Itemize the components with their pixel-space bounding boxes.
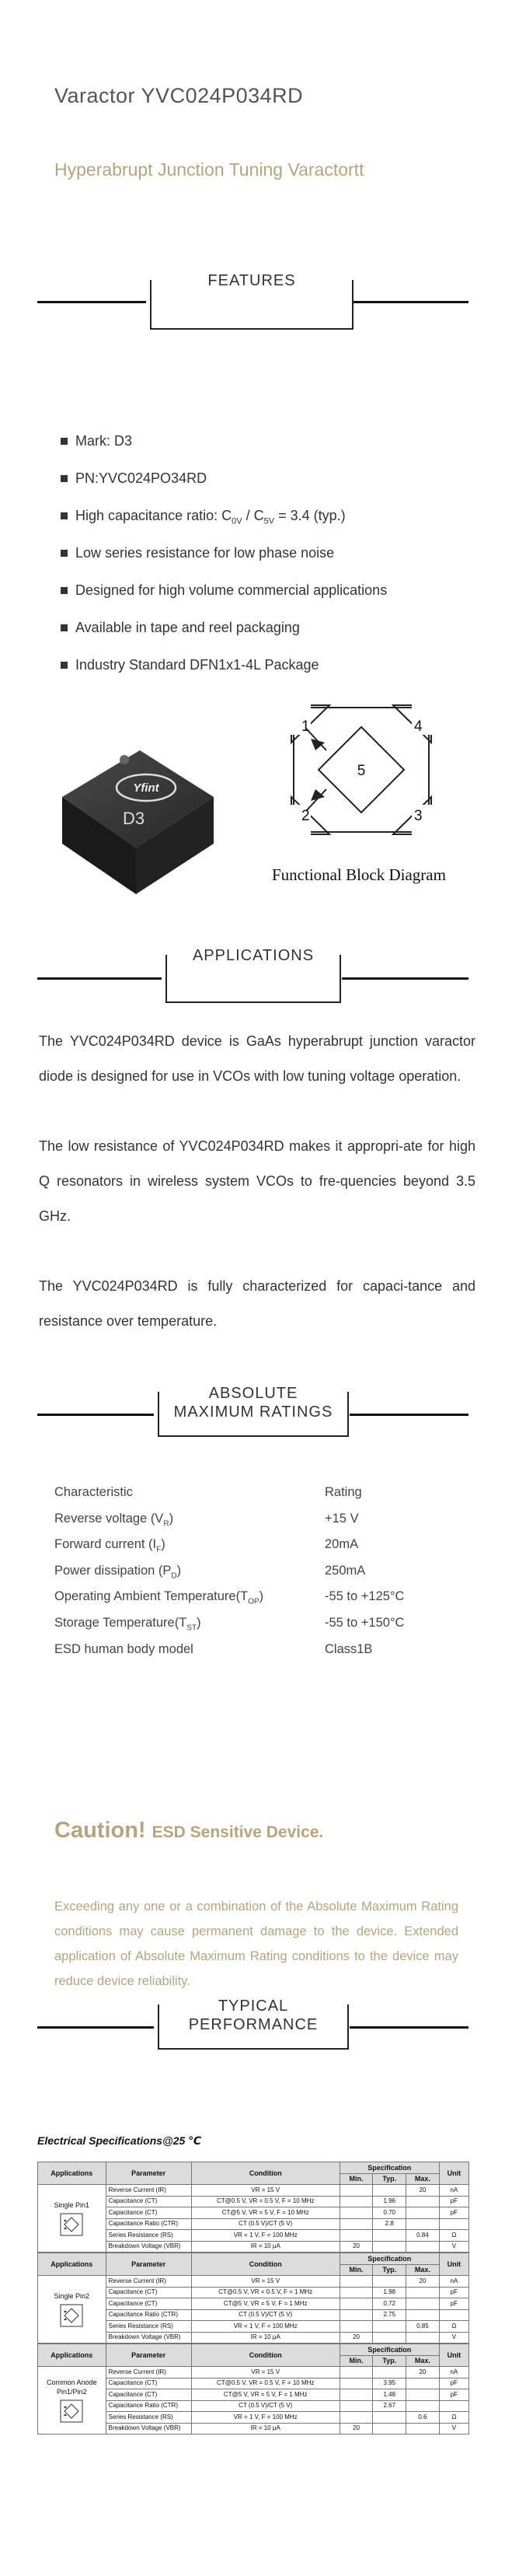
table-cell [373,2321,406,2333]
divider [37,2026,154,2029]
table-cell [406,2218,440,2230]
column-header: Specification [340,2253,439,2265]
table-cell: 2.67 [373,2400,406,2412]
section-heading: MAXIMUM RATINGS [173,1403,333,1421]
table-cell [406,2332,440,2344]
table-cell: 0.70 [373,2207,406,2219]
table-cell [406,2389,440,2401]
table-cell [340,2412,373,2424]
table-cell: pF [439,2207,468,2219]
list-item: PN:YVC024PO34RD [61,469,387,506]
table-cell [439,2218,468,2230]
table-cell [373,2185,406,2197]
table-cell [406,2196,440,2207]
table-cell [340,2400,373,2412]
column-header: Specification [340,2162,439,2174]
table-cell: 1.96 [373,2196,406,2207]
application-cell: Single Pin1 [38,2185,106,2253]
table-cell: CT@0.5 V, VR = 0.5 V, F = 10 MHz [191,2196,340,2207]
section-heading: TYPICAL [218,1998,289,2015]
chip-logo: Yfint [133,781,159,795]
table-cell [340,2378,373,2389]
table-cell: VR = 1 V, F = 100 MHz [191,2230,340,2242]
column-header: Applications [38,2344,106,2367]
table-row [38,2276,469,2288]
table-row: Forward current $(I_F)$ 20mA [54,1537,359,1554]
table-row: Storage $Temperature(T_{ST})$ -55 to +150°C [54,1615,405,1633]
list-item: Mark: D3 [61,432,387,469]
spec-table [37,2344,469,2434]
table-cell [340,2287,373,2298]
table-cell [340,2196,373,2207]
column-header: Min. [340,2355,373,2367]
block-diagram-caption: Functional Block Diagram [272,865,446,884]
column-header: Parameter [106,2344,191,2367]
pin-4-label: 4 [414,718,423,735]
table-cell: 3.95 [373,2378,406,2389]
bullet-icon [61,475,68,482]
table-cell: 0.6 [406,2412,440,2424]
table-cell [406,2309,440,2321]
table-header-row [38,2344,469,2356]
table-cell: Capacitance Ratio (CTR) [106,2400,191,2412]
table-cell: VR = 15 V [191,2367,340,2379]
pin1-dot [120,755,129,764]
table-cell [406,2298,440,2310]
column-header: Unit [439,2253,468,2276]
table-cell: Capacitance (CT) [106,2378,191,2389]
table-cell: CT@0.5 V, VR = 0.5 V, F = 10 MHz [191,2378,340,2389]
table-cell: V [439,2423,468,2434]
section-heading: FEATURES [207,272,296,289]
section-heading: ABSOLUTE [208,1385,298,1402]
table-cell [340,2309,373,2321]
table-cell: 1.98 [373,2287,406,2298]
column-header: Unit [439,2344,468,2367]
column-header: Min. [340,2173,373,2185]
column-header: Condition [191,2253,340,2276]
table-cell [340,2276,373,2288]
section-box [158,1998,349,2050]
column-header: Condition [191,2162,340,2185]
page-subtitle: Hyperabrupt Junction Tuning Varactortt [54,159,364,180]
section-heading: PERFORMANCE [188,2016,319,2033]
list-item: Industry Standard DFN1x1-4L Package [61,655,387,693]
column-header: Max. [406,2173,440,2185]
table-cell: Capacitance (CT) [106,2196,191,2207]
table-cell [373,2241,406,2253]
table-cell: Capacitance (CT) [106,2389,191,2401]
table-cell: 1.48 [373,2389,406,2401]
list-item: Low series resistance for low phase noise [61,544,387,581]
table-cell [373,2367,406,2379]
list-item: High capacitance ratio: $C_{0V} / C_{5V} = 3.4$ (typ.) [61,506,387,544]
table-cell [406,2287,440,2298]
table-cell [406,2423,440,2434]
pin-1-label: 1 [301,718,310,735]
table-cell [340,2367,373,2379]
table-cell [340,2185,373,2197]
table-cell [373,2412,406,2424]
table-cell [340,2389,373,2401]
pin-diagram-icon [60,2399,83,2423]
table-cell: 20 [340,2241,373,2253]
chip-package-image [47,743,225,906]
column-header: Parameter [106,2162,191,2185]
table-cell: 2.75 [373,2309,406,2321]
section-box [150,272,354,330]
section-box [165,947,341,1003]
caution-subtitle: ESD Sensitive Device. [152,1823,324,1841]
table-cell: VR = 15 V [191,2276,340,2288]
column-header: Condition [191,2344,340,2367]
table-cell: 2.8 [373,2218,406,2230]
table-cell: pF [439,2196,468,2207]
divider [350,1414,468,1416]
table-cell [373,2276,406,2288]
section-heading: APPLICATIONS [192,947,315,964]
table-cell: Ω [439,2412,468,2424]
ratings-rows [54,1512,458,1669]
table-cell: IR = 10 μA [191,2423,340,2434]
table-header-row: Characteristic Rating [54,1485,362,1499]
pin-2-label: 2 [301,808,310,824]
table-cell: pF [439,2287,468,2298]
table-cell: pF [439,2389,468,2401]
application-cell: Single Pin2 [38,2276,106,2344]
divider [350,2026,468,2029]
features-list [61,432,387,693]
table-cell: CT@5 V, VR = 5 V, F = 1 MHz [191,2298,340,2310]
table-cell [340,2230,373,2242]
bullet-icon [61,512,68,519]
table-row: Reverse voltage $(V_R)$ +15 V [54,1511,359,1528]
table-cell [340,2298,373,2310]
table-cell: Reverse Current (IR) [106,2185,191,2197]
caution-text: Exceeding any one or a combination of the Absolute Maximum Rating conditions may cause permanent damage to the device. Extended application of Absolute Maximum Rating conditions to the device may reduce device reliability. [54,1900,458,1988]
table-cell [340,2321,373,2333]
table-row: ESD human body model Class1B [54,1641,373,1656]
bullet-icon [61,624,68,631]
table-cell: pF [439,2378,468,2389]
table-cell [373,2332,406,2344]
table-cell: CT (0.5 V)/CT (5 V) [191,2309,340,2321]
table-cell: Ω [439,2230,468,2242]
spec-table [37,2253,469,2344]
table-cell: 20 [406,2185,440,2197]
pin-diagram-icon [60,2213,83,2236]
table-cell: 20 [406,2276,440,2288]
table-cell: CT (0.5 V)/CT (5 V) [191,2218,340,2230]
table-cell: Breakdown Voltage (VBR) [106,2332,191,2344]
table-cell [439,2309,468,2321]
divider [37,977,162,980]
table-cell [406,2207,440,2219]
bullet-icon [61,438,68,445]
column-header: Typ. [373,2264,406,2276]
column-header: Typ. [373,2173,406,2185]
divider [37,1414,154,1416]
table-row: Power dissipation $(P_D)$ 250mA [54,1563,366,1581]
table-cell [340,2207,373,2219]
table-cell: Breakdown Voltage (VBR) [106,2241,191,2253]
table-cell [439,2400,468,2412]
table-row [38,2367,469,2379]
table-header-row [38,2253,469,2265]
table-row [38,2185,469,2197]
table-cell: V [439,2332,468,2344]
table-cell: 20 [406,2367,440,2379]
spec-table [37,2162,469,2253]
table-cell: IR = 10 μA [191,2332,340,2344]
applications-paragraph: The YVC024P034RD device is GaAs hyperabrupt junction varactor diode is designed for use in VCOs with low tuning voltage operation. [39,1033,475,1084]
column-header: Min. [340,2264,373,2276]
table-cell: Reverse Current (IR) [106,2276,191,2288]
bullet-icon [61,587,68,594]
applications-paragraph: The YVC024P034RD is fully characterized for capaci-tance and resistance over temperature. [39,1278,475,1329]
table-cell: Series Resistance (RS) [106,2230,191,2242]
table-cell: CT (0.5 V)/CT (5 V) [191,2400,340,2412]
page-title: Varactor YVC024P034RD [54,84,304,107]
table-cell: Capacitance (CT) [106,2207,191,2219]
applications-paragraph: The low resistance of YVC024P034RD makes it appropri-ate for high Q resonators in wireless system VCOs to fre-quencies beyond 3.5 GHz. [39,1138,475,1224]
list-item: Available in tape and reel packaging [61,618,387,655]
column-header: Unit [439,2162,468,2185]
table-cell: VR = 1 V, F = 100 MHz [191,2412,340,2424]
table-cell: Capacitance (CT) [106,2298,191,2310]
table-cell: VR = 1 V, F = 100 MHz [191,2321,340,2333]
list-item: Designed for high volume commercial applications [61,581,387,618]
table-cell: Capacitance Ratio (CTR) [106,2218,191,2230]
table-header-row [38,2162,469,2174]
application-cell: Common Anode Pin1/Pin2 [38,2367,106,2434]
column-header: Parameter [106,2253,191,2276]
table-cell: Ω [439,2321,468,2333]
section-box [158,1385,349,1437]
table-cell: Breakdown Voltage (VBR) [106,2423,191,2434]
divider [342,977,468,980]
table-cell: nA [439,2185,468,2197]
column-header: Applications [38,2253,106,2276]
table-cell: V [439,2241,468,2253]
column-header: Typ. [373,2355,406,2367]
table-cell: nA [439,2276,468,2288]
table-cell: Capacitance (CT) [106,2287,191,2298]
bullet-icon [61,662,68,669]
table-cell: CT@5 V, VR = 5 V, F = 10 MHz [191,2207,340,2219]
table-cell: 0.85 [406,2321,440,2333]
divider [354,301,468,303]
table-cell [406,2400,440,2412]
chip-mark: D3 [122,809,145,828]
table-cell: nA [439,2367,468,2379]
table-cell [340,2218,373,2230]
divider [37,301,146,303]
spec-tables [37,2134,469,2434]
table-cell [406,2241,440,2253]
bullet-icon [61,550,68,557]
table-cell: VR = 15 V [191,2185,340,2197]
table-cell [373,2230,406,2242]
table-cell [406,2378,440,2389]
table-cell: 20 [340,2332,373,2344]
spec-title: Electrical Specifications@25 ℃ [37,2134,202,2147]
table-cell: Capacitance Ratio (CTR) [106,2309,191,2321]
column-header: Specification [340,2344,439,2356]
pin-diagram-icon [60,2304,83,2327]
functional-block-diagram [287,704,435,836]
table-cell: pF [439,2298,468,2310]
table-cell: CT@0.5 V, VR = 0.5 V, F = 1 MHz [191,2287,340,2298]
column-header: Applications [38,2162,106,2185]
pin-5-label: 5 [357,763,366,779]
table-cell: 0.84 [406,2230,440,2242]
pin-3-label: 3 [414,808,423,824]
table-cell: 20 [340,2423,373,2434]
table-cell: CT@5 V, VR = 5 V, F = 1 MHz [191,2389,340,2401]
table-cell: IR = 10 μA [191,2241,340,2253]
table-cell [373,2423,406,2434]
table-cell: Reverse Current (IR) [106,2367,191,2379]
table-cell: Series Resistance (RS) [106,2412,191,2424]
table-cell: Series Resistance (RS) [106,2321,191,2333]
column-header: Max. [406,2355,440,2367]
table-row: Operating Ambient $Temperature(T_{OP})$ -55 to +125°C [54,1589,405,1606]
table-cell: 0.72 [373,2298,406,2310]
caution-heading [54,1818,323,1844]
caution-title: Caution! [54,1818,146,1843]
ratings-table [54,1485,458,1668]
column-header: Max. [406,2264,440,2276]
